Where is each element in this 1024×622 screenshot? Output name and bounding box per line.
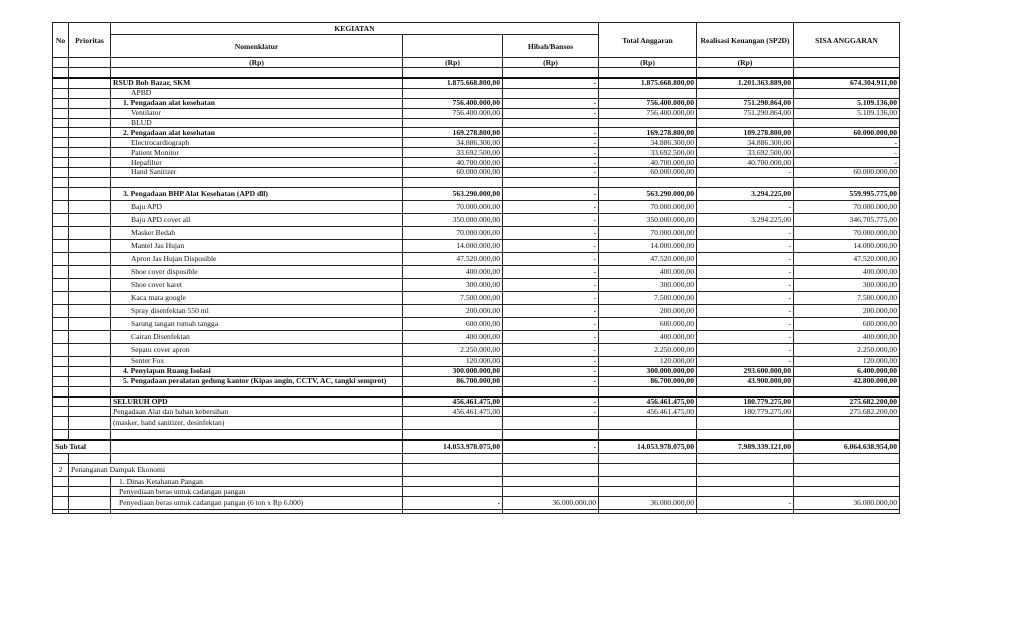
cell-total: 300.000.000,00	[599, 366, 697, 376]
cell-pagu: 600.000,00	[403, 317, 503, 330]
cell-total: 14.053.978.075,00	[599, 440, 697, 454]
cell-sisa: 120.000,00	[794, 356, 900, 366]
row-name: Apron Jas Hujan Disposible	[111, 252, 403, 265]
header-unit-realisasi: (Rp)	[697, 58, 794, 68]
table-row	[53, 252, 900, 265]
header-unit-pagu: (Rp)	[403, 58, 503, 68]
table-row	[53, 187, 900, 200]
cell-hibah: -	[503, 304, 599, 317]
cell-realisasi: -	[697, 265, 794, 278]
cell-total: 300.000,00	[599, 278, 697, 291]
cell-hibah: -	[503, 138, 599, 148]
cell-pagu: -	[403, 497, 503, 510]
cell-pagu: 563.290.000,00	[403, 187, 503, 200]
row-name: RSUD Bob Bazar, SKM	[111, 78, 403, 88]
cell-sisa: 2.250.000,00	[794, 343, 900, 356]
cell-realisasi: -	[697, 317, 794, 330]
table-row	[53, 239, 900, 252]
cell-sisa: 70.000.000,00	[794, 200, 900, 213]
table-row	[53, 376, 900, 386]
cell-pagu: 34.886.300,00	[403, 138, 503, 148]
header-unit-no	[53, 58, 69, 68]
cell-pagu: 120.000,00	[403, 356, 503, 366]
cell-sisa: 5.109.136,00	[794, 108, 900, 118]
cell-total: 400.000,00	[599, 330, 697, 343]
header-hibah: Hibah/Bansos	[503, 35, 599, 58]
row-name: Cairan Disenfektan	[111, 330, 403, 343]
cell-total: 47.520.000,00	[599, 252, 697, 265]
cell-sisa: 346.705.775,00	[794, 213, 900, 226]
cell-hibah: -	[503, 108, 599, 118]
row-name: APBD	[111, 88, 403, 98]
cell-total: 400.000,00	[599, 265, 697, 278]
table-row	[53, 265, 900, 278]
cell-pagu: 7.500.000,00	[403, 291, 503, 304]
cell-hibah: -	[503, 330, 599, 343]
cell-hibah: -	[503, 226, 599, 239]
cell-pagu: 400.000,00	[403, 265, 503, 278]
row-name: Hand Sanitizer	[111, 168, 403, 178]
cell-sisa: 275.682.200,00	[794, 397, 900, 407]
row-name: Spray disenfektan 550 ml	[111, 304, 403, 317]
row-name: SELURUH OPD	[111, 397, 403, 407]
cell-pagu: 1.875.668.800,00	[403, 78, 503, 88]
header-sisa-anggaran: SISA ANGGARAN	[794, 23, 900, 58]
cell-realisasi: 7.989.339.121,00	[697, 440, 794, 454]
table-row	[53, 213, 900, 226]
cell-hibah: -	[503, 187, 599, 200]
cell-sisa: 200.000,00	[794, 304, 900, 317]
cell-realisasi: 751.290.864,00	[697, 98, 794, 108]
cell-sisa: 600.000,00	[794, 317, 900, 330]
cell-pagu: 70.000.000,00	[403, 226, 503, 239]
row-name: 1. Dinas Ketahanan Pangan	[111, 477, 403, 487]
row-name: Penyediaan beras untuk cadangan pangan (6 ton x Rp 6.000)	[111, 497, 403, 510]
cell-hibah: -	[503, 397, 599, 407]
table-row	[53, 330, 900, 343]
table-row	[53, 477, 900, 487]
row-name: 3. Pengadaan BHP Alat Kesehatan (APD dll)	[111, 187, 403, 200]
spacer-row	[53, 177, 900, 187]
cell-sisa: 6.400.000,00	[794, 366, 900, 376]
cell-pagu: 70.000.000,00	[403, 200, 503, 213]
cell-pagu: 14.000.000,00	[403, 239, 503, 252]
cell-total: 756.400.000,00	[599, 98, 697, 108]
cell-sisa: 5.109.136,00	[794, 98, 900, 108]
cell-realisasi: 33.692.500,00	[697, 148, 794, 158]
cell-hibah: -	[503, 440, 599, 454]
table-row	[53, 226, 900, 239]
cell-total: 456.461.475,00	[599, 397, 697, 407]
cell-realisasi: -	[697, 291, 794, 304]
section-number: 2	[53, 464, 69, 477]
table-row	[53, 158, 900, 168]
cell-hibah: -	[503, 291, 599, 304]
cell-total: 563.290.000,00	[599, 187, 697, 200]
cell-hibah: -	[503, 78, 599, 88]
cell-pagu: 400.000,00	[403, 330, 503, 343]
cell-hibah: -	[503, 252, 599, 265]
spacer-row	[53, 430, 900, 441]
cell-realisasi: -	[697, 330, 794, 343]
cell-sisa: 400.000,00	[794, 330, 900, 343]
cell-total: 120.000,00	[599, 356, 697, 366]
cell-sisa: 674.304.911,00	[794, 78, 900, 88]
cell-total: 7.500.000,00	[599, 291, 697, 304]
cell-hibah: -	[503, 168, 599, 178]
cell-sisa: -	[794, 138, 900, 148]
header-total-anggaran: Total Anggaran	[599, 23, 697, 58]
cell-pagu: 300.000.000,00	[403, 366, 503, 376]
cell-realisasi: -	[697, 226, 794, 239]
cell-hibah: -	[503, 239, 599, 252]
cell-sisa: 559.995.775,00	[794, 187, 900, 200]
cell-total: 86.700.000,00	[599, 376, 697, 386]
cell-total: 36.000.000,00	[599, 497, 697, 510]
row-name: Senter Fox	[111, 356, 403, 366]
cell-pagu: 200.000,00	[403, 304, 503, 317]
cell-pagu: 14.053.978.075,00	[403, 440, 503, 454]
table-row	[53, 366, 900, 376]
row-name: Mantel Jas Hujan	[111, 239, 403, 252]
cell-hibah: -	[503, 265, 599, 278]
spacer-row	[53, 386, 900, 397]
row-name: 1. Pengadaan alat kesehatan	[111, 98, 403, 108]
cell-total: 70.000.000,00	[599, 226, 697, 239]
cell-hibah: -	[503, 200, 599, 213]
table-row	[53, 128, 900, 138]
cell-hibah: -	[503, 366, 599, 376]
cell-hibah: -	[503, 343, 599, 356]
table-row	[53, 497, 900, 510]
row-name: (masker, hand sanitizer, desinfektan)	[111, 417, 403, 430]
cell-hibah: -	[503, 98, 599, 108]
cell-hibah: -	[503, 158, 599, 168]
table-row	[53, 200, 900, 213]
cell-realisasi: -	[697, 304, 794, 317]
header-kegiatan: KEGIATAN	[111, 23, 599, 35]
cell-hibah: -	[503, 148, 599, 158]
table-row	[53, 487, 900, 497]
cell-hibah: -	[503, 278, 599, 291]
table-row	[53, 78, 900, 88]
subtotal-label: Sub Total	[53, 440, 111, 454]
table-row	[53, 291, 900, 304]
row-name: 5. Pengadaan peralatan gedung kantor (Kipas angin, CCTV, AC, tangki semprot)	[111, 376, 403, 386]
cell-hibah: -	[503, 407, 599, 417]
header-unit-sisa	[794, 58, 900, 68]
cell-hibah: -	[503, 213, 599, 226]
cell-total: 200.000,00	[599, 304, 697, 317]
cell-total: 169.278.800,00	[599, 128, 697, 138]
row-name: Penyediaan beras untuk cadangan pangan	[111, 487, 403, 497]
row-name: Hepafilter	[111, 158, 403, 168]
cell-sisa: 6.064.638.954,00	[794, 440, 900, 454]
table-row	[53, 138, 900, 148]
table-row	[53, 317, 900, 330]
cell-total: 40.700.000,00	[599, 158, 697, 168]
cell-sisa: -	[794, 148, 900, 158]
table-row	[53, 278, 900, 291]
table-row	[53, 88, 900, 98]
cell-pagu: 350.000.000,00	[403, 213, 503, 226]
cell-sisa: 47.520.000,00	[794, 252, 900, 265]
cell-sisa: 42.800.000,00	[794, 376, 900, 386]
header-unit-nomenklatur: (Rp)	[111, 58, 403, 68]
cell-hibah: -	[503, 356, 599, 366]
spacer-row	[53, 68, 900, 79]
cell-pagu: 456.461.475,00	[403, 407, 503, 417]
row-name: Masker Bedah	[111, 226, 403, 239]
table-row	[53, 108, 900, 118]
header-pagu	[403, 35, 503, 58]
cell-realisasi: 293.600.000,00	[697, 366, 794, 376]
row-name: Shoe cover disposible	[111, 265, 403, 278]
row-name: Kaca mata google	[111, 291, 403, 304]
row-name: Ventilator	[111, 108, 403, 118]
cell-pagu: 60.000.000,00	[403, 168, 503, 178]
cell-sisa: 400.000,00	[794, 265, 900, 278]
row-name: Sarung tangan rumah tangga	[111, 317, 403, 330]
cell-total: 60.000.000,00	[599, 168, 697, 178]
cell-realisasi: 3.294.225,00	[697, 187, 794, 200]
cell-pagu: 300.000,00	[403, 278, 503, 291]
cell-realisasi: -	[697, 356, 794, 366]
budget-table	[52, 22, 900, 514]
table-row	[53, 304, 900, 317]
cell-sisa: 14.000.000,00	[794, 239, 900, 252]
row-name: Shoe cover karet	[111, 278, 403, 291]
header-no: No	[53, 23, 69, 58]
cell-pagu: 33.692.500,00	[403, 148, 503, 158]
cell-total: 600.000,00	[599, 317, 697, 330]
cell-realisasi: 109.278.800,00	[697, 128, 794, 138]
cell-pagu: 86.700.000,00	[403, 376, 503, 386]
cell-pagu: 2.250.000,00	[403, 343, 503, 356]
row-name: Pengadaan Alat dan bahan kebersihan	[111, 407, 403, 417]
table-row	[53, 148, 900, 158]
cell-realisasi: 34.886.300,00	[697, 138, 794, 148]
cell-total: 70.000.000,00	[599, 200, 697, 213]
cell-realisasi: 180.779.275,00	[697, 407, 794, 417]
cell-pagu: 47.520.000,00	[403, 252, 503, 265]
cell-realisasi: -	[697, 497, 794, 510]
header-unit-prioritas	[69, 58, 111, 68]
cell-total: 14.000.000,00	[599, 239, 697, 252]
section-label: Penanganan Dampak Ekonomi	[69, 464, 403, 477]
row-name: 4. Penyiapan Ruang Isolasi	[111, 366, 403, 376]
row-name: BLUD	[111, 118, 403, 128]
cell-realisasi: 40.700.000,00	[697, 158, 794, 168]
header-prioritas: Prioritas	[69, 23, 111, 58]
cell-sisa: 7.500.000,00	[794, 291, 900, 304]
subtotal-row	[53, 440, 900, 454]
cell-sisa: 36.000.000,00	[794, 497, 900, 510]
cell-realisasi: 1.201.363.889,00	[697, 78, 794, 88]
cell-total: 756.400.000,00	[599, 108, 697, 118]
cell-realisasi: -	[697, 168, 794, 178]
header-unit-hibah: (Rp)	[503, 58, 599, 68]
cell-realisasi: -	[697, 200, 794, 213]
section-row	[53, 464, 900, 477]
table-row	[53, 397, 900, 407]
cell-pagu: 756.400.000,00	[403, 98, 503, 108]
table-row	[53, 118, 900, 128]
table-row	[53, 417, 900, 430]
header-realisasi: Realisasi Keuangan (SP2D)	[697, 23, 794, 58]
header-nomenklatur: Nomenklatur	[111, 35, 403, 58]
cell-sisa: 70.000.000,00	[794, 226, 900, 239]
cell-sisa: -	[794, 158, 900, 168]
spacer-row	[53, 510, 900, 514]
cell-sisa: 275.682.200,00	[794, 407, 900, 417]
cell-total: 1.875.668.800,00	[599, 78, 697, 88]
cell-realisasi: 180.779.275,00	[697, 397, 794, 407]
cell-pagu: 40.700.000,00	[403, 158, 503, 168]
spacer-row	[53, 454, 900, 464]
header-unit-total: (Rp)	[599, 58, 697, 68]
cell-sisa: 300.000,00	[794, 278, 900, 291]
row-name: Patient Monitor	[111, 148, 403, 158]
cell-total: 456.461.475,00	[599, 407, 697, 417]
cell-realisasi: -	[697, 343, 794, 356]
cell-pagu: 456.461.475,00	[403, 397, 503, 407]
table-row	[53, 356, 900, 366]
cell-total: 2.250.000,00	[599, 343, 697, 356]
cell-hibah: -	[503, 128, 599, 138]
cell-pagu: 756.400.000,00	[403, 108, 503, 118]
cell-sisa: 60.000.000,00	[794, 128, 900, 138]
row-name: Baju APD cover all	[111, 213, 403, 226]
table-row	[53, 168, 900, 178]
cell-sisa: 60.000.000,00	[794, 168, 900, 178]
cell-hibah: -	[503, 376, 599, 386]
row-name: Baju APD	[111, 200, 403, 213]
row-name: 2. Pengadaan alat kesehatan	[111, 128, 403, 138]
cell-realisasi: -	[697, 252, 794, 265]
budget-spreadsheet	[52, 22, 900, 514]
cell-total: 33.692.500,00	[599, 148, 697, 158]
table-row	[53, 407, 900, 417]
cell-realisasi: -	[697, 239, 794, 252]
cell-realisasi: 3.294.225,00	[697, 213, 794, 226]
table-row	[53, 98, 900, 108]
cell-realisasi: -	[697, 278, 794, 291]
row-name: Electrocardiograph	[111, 138, 403, 148]
table-row	[53, 343, 900, 356]
cell-realisasi: 751.290.864,00	[697, 108, 794, 118]
cell-pagu: 169.278.800,00	[403, 128, 503, 138]
cell-total: 34.886.300,00	[599, 138, 697, 148]
cell-realisasi: 43.900.000,00	[697, 376, 794, 386]
cell-hibah: -	[503, 317, 599, 330]
cell-total: 350.000.000,00	[599, 213, 697, 226]
cell-hibah: 36.000.000,00	[503, 497, 599, 510]
row-name: Sepatu cover apron	[111, 343, 403, 356]
